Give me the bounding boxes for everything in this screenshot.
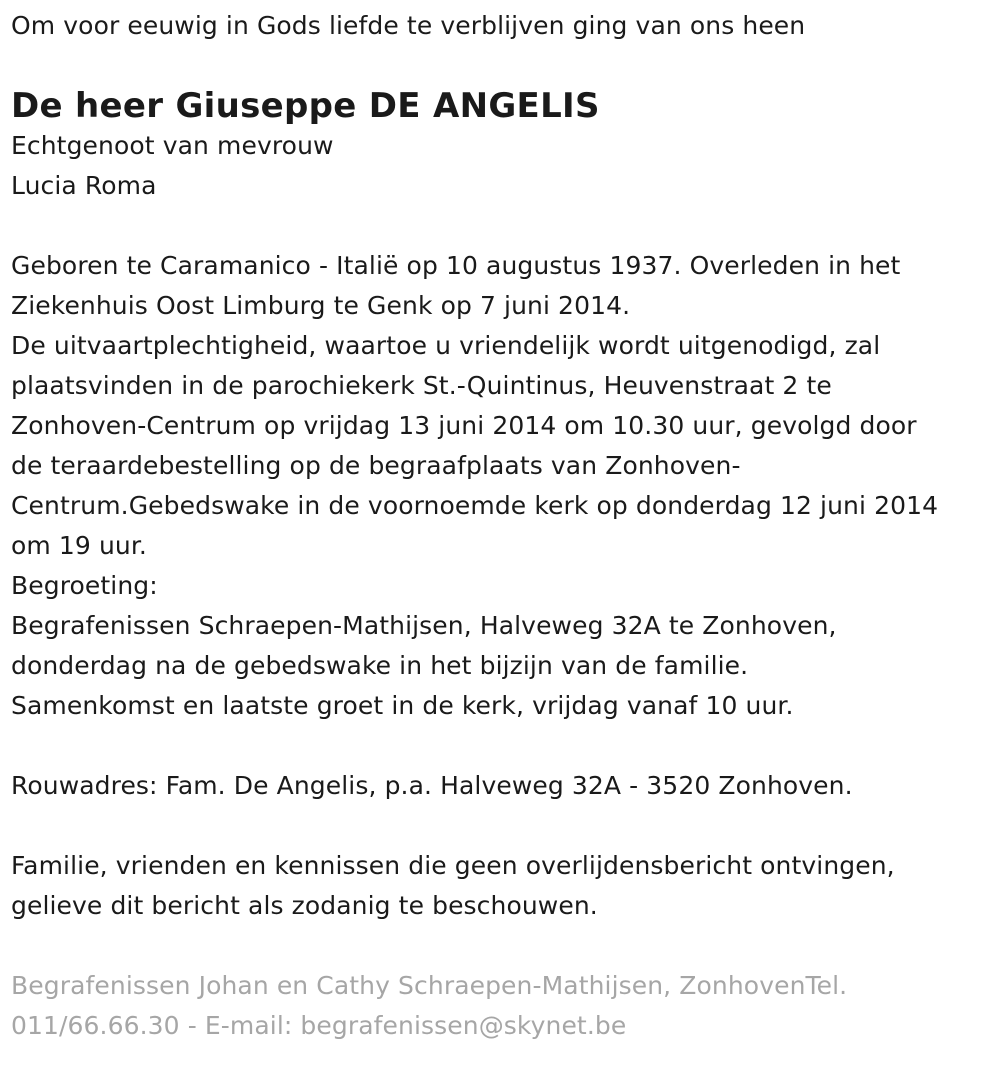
spacer	[11, 806, 990, 846]
details-line: Zonhoven-Centrum op vrijdag 13 juni 2014 om 10.30 uur, gevolgd door	[11, 411, 917, 440]
deceased-name: De heer Giuseppe DE ANGELIS	[11, 86, 600, 126]
spacer	[11, 206, 990, 246]
details-line: Begroeting:	[11, 571, 158, 600]
spouse-line: Echtgenoot van mevrouw	[11, 131, 334, 160]
footer-contact-line: 011/66.66.30 - E-mail: begrafenissen@skynet.be	[11, 1011, 627, 1040]
details-block	[11, 246, 990, 726]
spouse-name: Lucia Roma	[11, 171, 157, 200]
details-line: donderdag na de gebedswake in het bijzijn van de familie.	[11, 651, 749, 680]
spacer	[11, 726, 990, 766]
spouse-block	[11, 126, 990, 206]
notice-line: Familie, vrienden en kennissen die geen overlijdensbericht ontvingen,	[11, 851, 895, 880]
details-line: de teraardebestelling op de begraafplaats van Zonhoven-	[11, 451, 741, 480]
spacer	[11, 926, 990, 966]
mourning-address: Rouwadres: Fam. De Angelis, p.a. Halveweg 32A - 3520 Zonhoven.	[11, 771, 853, 800]
details-line: Begrafenissen Schraepen-Mathijsen, Halveweg 32A te Zonhoven,	[11, 611, 837, 640]
details-line: om 19 uur.	[11, 531, 147, 560]
details-line: Geboren te Caramanico - Italië op 10 augustus 1937. Overleden in het	[11, 251, 901, 280]
notice-line: gelieve dit bericht als zodanig te beschouwen.	[11, 891, 598, 920]
details-line: Ziekenhuis Oost Limburg te Genk op 7 juni 2014.	[11, 291, 631, 320]
details-line: Samenkomst en laatste groet in de kerk, vrijdag vanaf 10 uur.	[11, 691, 794, 720]
details-line: plaatsvinden in de parochiekerk St.-Quintinus, Heuvenstraat 2 te	[11, 371, 832, 400]
footer-line: Begrafenissen Johan en Cathy Schraepen-Mathijsen, ZonhovenTel.	[11, 971, 848, 1000]
details-line: De uitvaartplechtigheid, waartoe u vriendelijk wordt uitgenodigd, zal	[11, 331, 881, 360]
details-line: Centrum.Gebedswake in de voornoemde kerk op donderdag 12 juni 2014	[11, 491, 939, 520]
funeral-home-footer	[11, 966, 990, 1046]
intro-text: Om voor eeuwig in Gods liefde te verblijven ging van ons heen	[11, 11, 806, 40]
notice-block	[11, 846, 990, 926]
